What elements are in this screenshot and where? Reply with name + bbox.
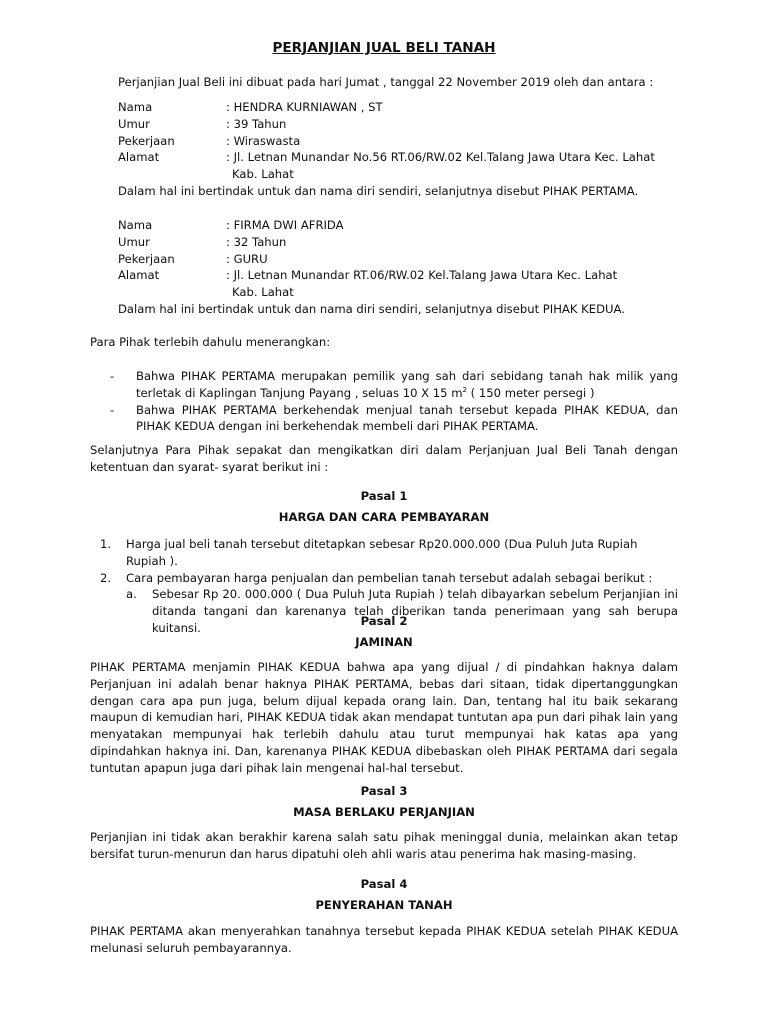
field-label: Nama xyxy=(118,218,153,232)
party-two-address-row xyxy=(118,267,678,284)
party-one-name-row xyxy=(118,99,678,116)
party-two-job-row xyxy=(118,251,678,268)
pasal-3-heading xyxy=(0,783,768,821)
pasal-number: Pasal 2 xyxy=(360,614,408,628)
pasal-title: MASA BERLAKU PERJANJIAN xyxy=(293,804,475,819)
recitals-list xyxy=(90,368,678,435)
pasal-number: Pasal 1 xyxy=(360,489,408,503)
field-label: Alamat xyxy=(118,150,160,165)
pasal-title: HARGA DAN CARA PEMBAYARAN xyxy=(278,509,490,524)
party-one-job: : Wiraswasta xyxy=(226,133,301,148)
selanjutnya-paragraph: Selanjutnya Para Pihak sepakat dan mengikatkan diri dalam Perjanjuan Jual Beli Tanah dengan ketentuan dan syarat- syarat berikut ini : xyxy=(90,443,678,474)
party-one-address-row-2 xyxy=(118,166,678,183)
party-two-block xyxy=(118,217,678,318)
pasal-number: Pasal 3 xyxy=(360,784,408,798)
field-label: Pekerjaan xyxy=(118,133,175,148)
party-one-age: : 39 Tahun xyxy=(226,116,287,131)
party-one-address-city: Kab. Lahat xyxy=(232,167,294,182)
list-item: 2. Cara pembayaran harga penjualan dan pembelian tanah tersebut adalah sebagai berikut : xyxy=(100,570,653,585)
document-title: PERJANJIAN JUAL BELI TANAH xyxy=(272,40,496,56)
dash-marker: - xyxy=(110,402,115,417)
pasal-3-body: Perjanjian ini tidak akan berakhir karena salah satu pihak meninggal dunia, melainkan akan tetap bersifat turun-menurun dan harus dipatuhi oleh ahli waris atau penerima hak masing-masing. xyxy=(90,830,678,861)
sub-list-item: a. Sebesar Rp 20. 000.000 ( Dua Puluh Juta Rupiah ) telah dibayarkan sebelum Perjanjian ini ditanda tangani dan karenanya telah diberikan tanda penerimaan yang sah berupa kuitansi. xyxy=(126,587,678,635)
party-one-address: : Jl. Letnan Munandar No.56 RT.06/RW.02 Kel.Talang Jawa Utara Kec. Lahat xyxy=(226,150,655,165)
intro-paragraph: Perjanjian Jual Beli ini dibuat pada hari Jumat , tanggal 22 November 2019 oleh dan antara : xyxy=(118,75,654,89)
field-label: Alamat xyxy=(118,268,160,283)
pasal-2-heading xyxy=(0,613,768,651)
party-one-note: Dalam hal ini bertindak untuk dan nama diri sendiri, selanjutnya disebut PIHAK PERTAMA. xyxy=(118,183,639,198)
field-label: Nama xyxy=(118,100,153,114)
pasal-1-heading xyxy=(0,488,768,526)
pasal-2-body: PIHAK PERTAMA menjamin PIHAK KEDUA bahwa apa yang dijual / di pindahkan haknya dalam Perjanjuan ini adalah benar haknya PIHAK PERTAMA, bebas dari sitaan, tidak dipertanggungkan dengan cara apa pun juga, belum dijual kepada orang lain. Dan, tentang hal itu baik sekarang maupun di kemudian hari, PIHAK KEDUA tidak akan mendapat tuntutan apa pun dari pihak lain yang menyatakan mempunyai hak terlebih dahulu atau turut mempunyai hak katas apa yang dipindahkan haknya ini. Dan, karenanya PIHAK KEDUA dibebaskan oleh PIHAK PERTAMA dari segala tuntutan apapun juga dari pihak lain mengenai hal-hal tersebut. xyxy=(90,660,678,775)
party-two-age-row xyxy=(118,234,678,251)
party-one-block xyxy=(118,99,678,200)
pasal-number: Pasal 4 xyxy=(360,877,408,891)
party-two-name-row xyxy=(118,217,678,234)
party-one-age-row xyxy=(118,116,678,133)
recital-item xyxy=(90,368,678,402)
party-two-address-city: Kab. Lahat xyxy=(232,285,294,300)
party-two-age: : 32 Tahun xyxy=(226,234,287,249)
party-two-name: : FIRMA DWI AFRIDA xyxy=(226,218,344,232)
list-item: 1. Harga jual beli tanah tersebut ditetapkan sebesar Rp20.000.000 (Dua Puluh Juta Rupiah Rupiah ). xyxy=(100,537,638,568)
party-two-job: : GURU xyxy=(226,251,268,266)
party-two-address: : Jl. Letnan Munandar RT.06/RW.02 Kel.Talang Jawa Utara Kec. Lahat xyxy=(226,268,618,283)
party-one-address-row xyxy=(118,149,678,166)
recital-text: Bahwa PIHAK PERTAMA merupakan pemilik yang sah dari sebidang tanah hak milik yang terletak di Kaplingan Tanjung Payang , seluas 10 X 15 $m^2$ ( 150 meter persegi ) xyxy=(136,369,678,400)
recital-text: Bahwa PIHAK PERTAMA berkehendak menjual tanah tersebut kepada PIHAK KEDUA, dan PIHAK KEDUA dengan ini berkehendak membeli dari PIHAK PERTAMA. xyxy=(136,402,678,434)
recital-item xyxy=(90,402,678,436)
field-label: Pekerjaan xyxy=(118,251,175,266)
party-one-job-row xyxy=(118,133,678,150)
party-one-name: : HENDRA KURNIAWAN , ST xyxy=(226,100,383,114)
party-two-address-row-2 xyxy=(118,284,678,301)
pasal-title: JAMINAN xyxy=(355,634,413,649)
pasal-4-body: PIHAK PERTAMA akan menyerahkan tanahnya tersebut kepada PIHAK KEDUA setelah PIHAK KEDUA melunasi seluruh pembayarannya. xyxy=(90,924,678,955)
dash-marker: - xyxy=(110,369,115,383)
pasal-title: PENYERAHAN TANAH xyxy=(315,897,453,912)
field-label: Umur xyxy=(118,116,150,131)
field-label: Umur xyxy=(118,234,150,249)
para-pihak-text: Para Pihak terlebih dahulu menerangkan: xyxy=(90,335,331,349)
pasal-4-heading xyxy=(0,876,768,914)
party-two-note: Dalam hal ini bertindak untuk dan nama diri sendiri, selanjutnya disebut PIHAK KEDUA. xyxy=(118,301,625,316)
